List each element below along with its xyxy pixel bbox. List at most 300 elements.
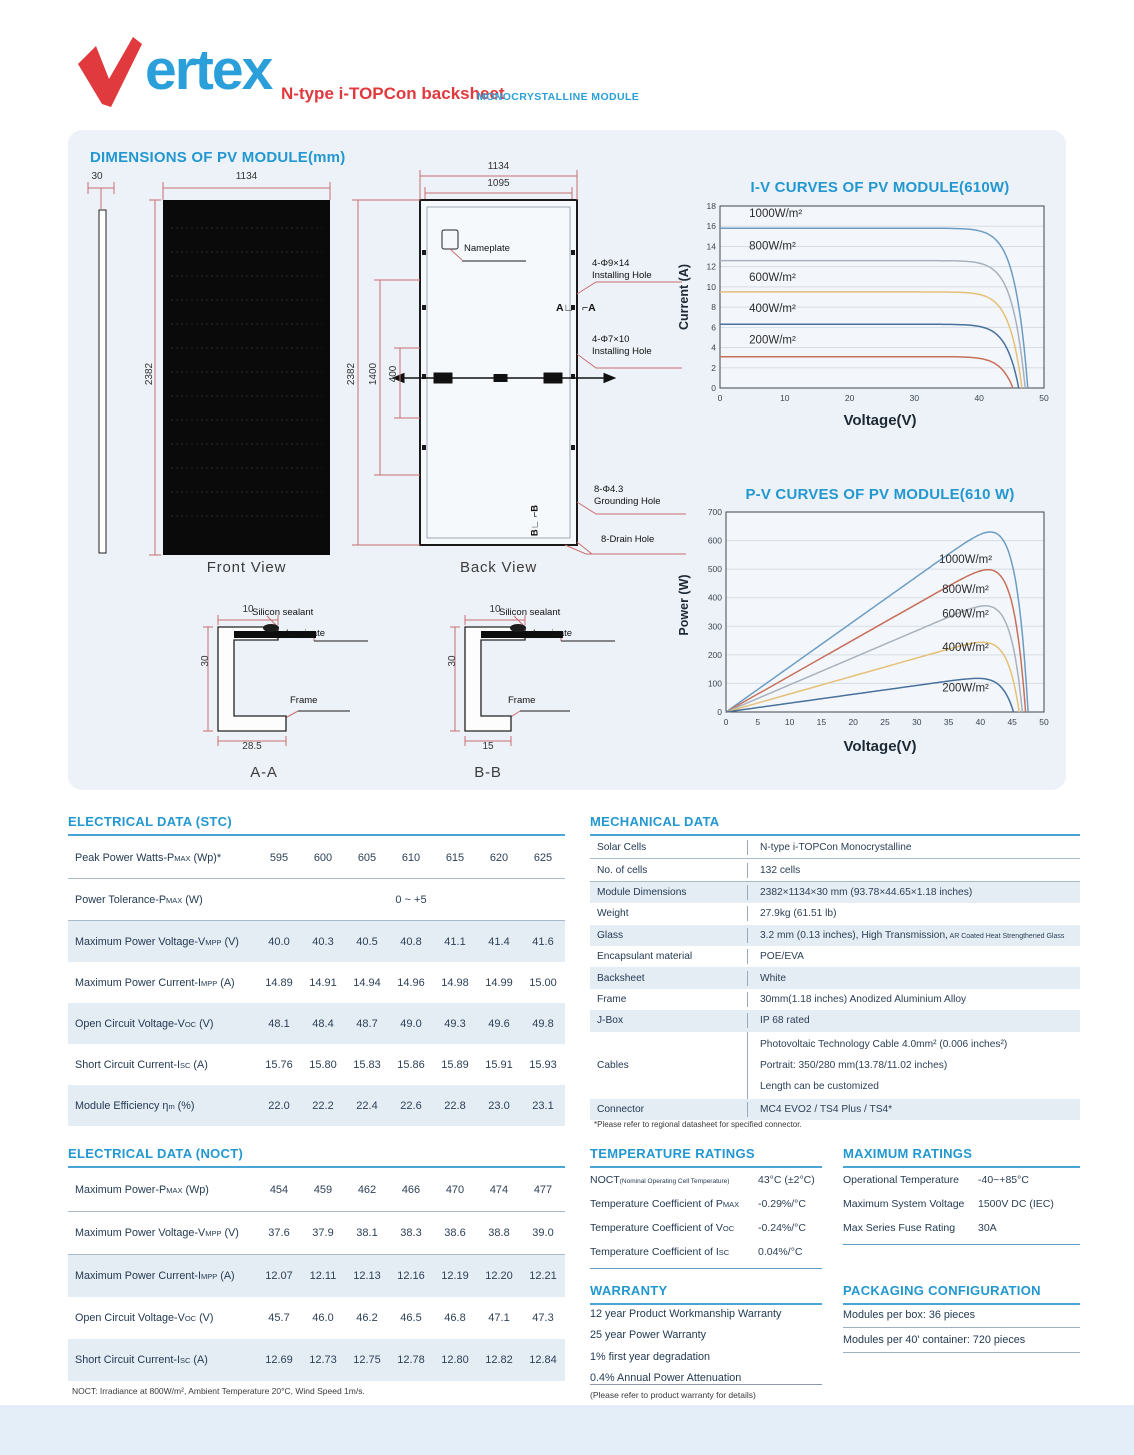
warranty-section-title: WARRANTY xyxy=(590,1283,822,1305)
dimension-drawings xyxy=(68,130,713,790)
packaging-item: Modules per 40' container: 720 pieces xyxy=(843,1328,1080,1353)
spec-label xyxy=(590,1246,758,1258)
spec-row xyxy=(590,1216,822,1240)
mech-value xyxy=(747,863,1080,878)
value-cell: 12.78 xyxy=(397,1354,425,1366)
elec-row xyxy=(68,837,565,879)
spec-label xyxy=(590,1174,758,1186)
warranty-item: 1% first year degradation xyxy=(590,1350,711,1363)
subsc: MPP xyxy=(201,1272,218,1281)
subsc: SC xyxy=(718,1248,730,1257)
value-cell: 474 xyxy=(489,1184,509,1196)
value-cell: 45.7 xyxy=(268,1312,290,1324)
label-post: (A) xyxy=(217,1270,235,1282)
section-mark-b: B∟ ⌐B xyxy=(529,504,541,537)
label-post: (Wp)* xyxy=(190,851,222,864)
label-post: (V) xyxy=(221,935,239,948)
label-pre: Maximum Power Current-I xyxy=(75,1270,201,1282)
svg-text:16: 16 xyxy=(706,221,716,232)
mech-value xyxy=(747,1102,1080,1117)
subsc: MAX xyxy=(166,895,183,905)
spec-value: 0.04%/°C xyxy=(758,1246,803,1258)
spec-label xyxy=(590,1198,758,1210)
row-label xyxy=(68,1018,257,1030)
warranty-item: 25 year Power Warranty xyxy=(590,1329,707,1342)
label-post: (A) xyxy=(190,1058,208,1071)
mech-value-text: White xyxy=(760,972,787,984)
mech-value xyxy=(747,1032,1080,1099)
value-cell: 40.5 xyxy=(356,935,378,948)
value-cell: 459 xyxy=(313,1184,333,1196)
label-pre: Temperature Coefficient of P xyxy=(590,1198,723,1210)
mech-row xyxy=(590,946,1080,967)
value-cell: 15.93 xyxy=(529,1058,557,1071)
mechanical-table xyxy=(590,837,1080,1120)
value-cell: 39.0 xyxy=(532,1227,554,1239)
aa-sealant-label: Silicon sealant xyxy=(252,607,314,618)
elec-row xyxy=(68,1044,565,1085)
label-post: (V) xyxy=(221,1227,239,1239)
subsc: SC xyxy=(180,1356,191,1365)
value-cell: 22.2 xyxy=(312,1099,334,1112)
maximum-section-title: MAXIMUM RATINGS xyxy=(843,1146,1080,1168)
mech-value-text: N-type i-TOPCon Monocrystalline xyxy=(760,842,912,854)
value-cell: 15.89 xyxy=(441,1058,469,1071)
value-cell: 454 xyxy=(269,1184,289,1196)
label-pre: Open Circuit Voltage-V xyxy=(75,1017,185,1030)
vertex-logo xyxy=(76,34,271,108)
value-cell: 38.6 xyxy=(444,1227,466,1239)
mech-value xyxy=(747,928,1080,943)
value-cell: 41.4 xyxy=(488,935,510,948)
spec-label xyxy=(843,1198,978,1210)
mech-row xyxy=(590,1032,1080,1099)
value-cell: 40.3 xyxy=(312,935,334,948)
value-cell: 38.3 xyxy=(400,1227,422,1239)
value-cell: 14.99 xyxy=(485,976,513,989)
row-label xyxy=(68,977,257,989)
value-cell: 23.1 xyxy=(532,1099,554,1112)
label-pre: Short Circuit Current-I xyxy=(75,1058,180,1071)
mech-label: Solar Cells xyxy=(597,842,647,854)
value-cell: 610 xyxy=(401,851,421,864)
label-post: (%) xyxy=(174,1099,195,1112)
footer-band xyxy=(0,1405,1134,1455)
elec-row xyxy=(68,1255,565,1297)
value-cell: 14.94 xyxy=(353,976,381,989)
front-view-caption: Front View xyxy=(206,559,287,576)
dim-back-width-inner: 1095 xyxy=(487,178,510,189)
dim-front-width: 1134 xyxy=(235,171,258,182)
value-cell: 470 xyxy=(445,1184,465,1196)
mech-label: Glass xyxy=(597,929,624,941)
mech-label: Encapsulant material xyxy=(597,951,693,963)
spec-value: -0.29%/°C xyxy=(758,1198,806,1210)
mech-value-line: Length can be customized xyxy=(760,1080,879,1092)
series-label: 400W/m² xyxy=(942,642,989,655)
noct-section-title: ELECTRICAL DATA (NOCT) xyxy=(68,1146,565,1168)
vertex-check-icon xyxy=(76,34,142,108)
label-pre: Module Efficiency η xyxy=(75,1099,169,1112)
subsc: MAX xyxy=(174,853,191,863)
value-cell: 49.3 xyxy=(444,1017,466,1030)
svg-text:600: 600 xyxy=(707,535,722,546)
label-pre: Power Tolerance-P xyxy=(75,893,167,906)
dim-side-thickness: 30 xyxy=(91,171,103,182)
value-cell: 12.82 xyxy=(485,1354,513,1366)
value-cell: 38.8 xyxy=(488,1227,510,1239)
stc-table xyxy=(68,837,565,1126)
pv-chart-title: P-V CURVES OF PV MODULE(610 W) xyxy=(745,486,1015,503)
value-cell: 12.19 xyxy=(441,1270,469,1282)
row-label xyxy=(68,936,257,948)
svg-text:18: 18 xyxy=(706,201,716,211)
iv-x-axis-label: Voltage(V) xyxy=(843,412,917,429)
aa-frame-label: Frame xyxy=(290,695,318,706)
svg-text:30: 30 xyxy=(909,393,920,403)
subsc: OC xyxy=(722,1224,735,1233)
aa-caption: A-A xyxy=(250,764,278,781)
svg-text:400: 400 xyxy=(707,592,722,603)
svg-text:10: 10 xyxy=(706,281,716,292)
msmall: AR Coated Heat Strengthened Glass xyxy=(947,932,1065,940)
elec-row xyxy=(68,1003,565,1044)
warranty-item: 12 year Product Workmanship Warranty xyxy=(590,1307,782,1320)
label-post: (W) xyxy=(182,893,203,906)
mech-label: Frame xyxy=(597,993,627,1005)
value-cell: 48.7 xyxy=(356,1017,378,1030)
dimensions-title: DIMENSIONS OF PV MODULE(mm) xyxy=(90,149,346,166)
subsc: MAX xyxy=(722,1200,740,1209)
bb-caption: B-B xyxy=(474,764,502,781)
back-view-caption: Back View xyxy=(460,559,537,576)
series-label: 200W/m² xyxy=(942,682,989,695)
label-pre: Short Circuit Current-I xyxy=(75,1354,180,1366)
mech-row xyxy=(590,859,1080,881)
elec-row xyxy=(68,921,565,962)
mech-row xyxy=(590,925,1080,946)
mech-value xyxy=(747,906,1080,921)
subsc: MPP xyxy=(205,1229,222,1238)
value-cell: 12.20 xyxy=(485,1270,513,1282)
value-cell: 12.11 xyxy=(309,1270,337,1282)
svg-text:50: 50 xyxy=(1039,393,1049,403)
bb-frame-label: Frame xyxy=(508,695,536,706)
logo-wordmark: ertex xyxy=(145,38,272,102)
spec-label xyxy=(843,1222,978,1234)
installing-hole-2-size: 4-Φ7×10 xyxy=(592,334,630,345)
iv-chart-title: I-V CURVES OF PV MODULE(610W) xyxy=(750,179,1010,196)
side-profile-bar xyxy=(99,210,106,553)
temperature-table xyxy=(590,1168,822,1269)
label-pre: Maximum System Voltage xyxy=(843,1198,965,1210)
svg-text:15: 15 xyxy=(816,717,827,727)
value-cell: 15.80 xyxy=(309,1058,337,1071)
packaging-section-title: PACKAGING CONFIGURATION xyxy=(843,1283,1080,1305)
value-cell: 47.1 xyxy=(488,1312,510,1324)
svg-text:8: 8 xyxy=(711,302,716,313)
value-cell: 12.13 xyxy=(353,1270,381,1282)
label-post: (A) xyxy=(190,1354,208,1366)
value-cell: 605 xyxy=(357,851,377,864)
aa-profile xyxy=(218,624,316,731)
value-cell: 48.4 xyxy=(312,1017,334,1030)
value-cell: 23.0 xyxy=(488,1099,510,1112)
spec-row xyxy=(843,1216,1080,1240)
value-cell: 46.0 xyxy=(312,1312,334,1324)
label-pre: Open Circuit Voltage-V xyxy=(75,1312,185,1324)
label-pre: Maximum Power Voltage-V xyxy=(75,1227,206,1239)
svg-text:20: 20 xyxy=(844,393,855,403)
stc-section-title: ELECTRICAL DATA (STC) xyxy=(68,814,565,836)
mech-value-text: IP 68 rated xyxy=(760,1015,810,1027)
pv-y-axis-label: Power (W) xyxy=(677,574,691,636)
temperature-section-title: TEMPERATURE RATINGS xyxy=(590,1146,822,1168)
value-cell: 40.8 xyxy=(400,935,422,948)
mech-value xyxy=(747,971,1080,986)
bb-dim-bottom: 15 xyxy=(482,741,494,752)
mech-value-text: 3.2 mm (0.13 inches), High Transmission, xyxy=(760,929,948,941)
elec-row xyxy=(68,962,565,1003)
mech-label: Cables xyxy=(597,1059,629,1071)
row-label xyxy=(68,1227,257,1239)
mech-label: Connector xyxy=(597,1103,645,1115)
mech-label: Module Dimensions xyxy=(597,886,687,898)
label-pre: Max Series Fuse Rating xyxy=(843,1222,956,1234)
value-cell: 12.69 xyxy=(265,1354,293,1366)
svg-text:0: 0 xyxy=(711,383,716,393)
value-cell: 477 xyxy=(533,1184,553,1196)
row-label xyxy=(68,1184,257,1196)
svg-text:40: 40 xyxy=(974,393,984,403)
mech-row xyxy=(590,1010,1080,1031)
value-cell: 14.98 xyxy=(441,976,469,989)
aa-laminate-label: Laminate xyxy=(286,628,326,639)
elec-row xyxy=(68,1297,565,1339)
maximum-table xyxy=(843,1168,1080,1245)
mech-label: Backsheet xyxy=(597,972,645,984)
value-cell: 22.4 xyxy=(356,1099,378,1112)
svg-text:4: 4 xyxy=(711,342,716,353)
aa-dim-bottom: 28.5 xyxy=(242,741,262,752)
series-label: 400W/m² xyxy=(749,303,796,316)
mech-value xyxy=(747,949,1080,964)
spec-row xyxy=(590,1192,822,1216)
mech-label: Weight xyxy=(597,908,629,920)
value-cell: 620 xyxy=(489,851,509,864)
drain-hole-label: 8-Drain Hole xyxy=(601,534,655,545)
subsc: m xyxy=(168,1101,175,1111)
dim-back-width-outer: 1134 xyxy=(487,161,510,172)
elec-row xyxy=(68,1169,565,1212)
dim-front-height: 2382 xyxy=(144,362,155,386)
section-mark-a-right: ⌐A xyxy=(582,302,596,314)
elec-row xyxy=(68,1085,565,1126)
warranty-footnote: (Please refer to product warranty for details) xyxy=(590,1390,756,1400)
mechanical-footnote: *Please refer to regional datasheet for specified connector. xyxy=(594,1120,802,1129)
value-cell: 14.89 xyxy=(265,976,293,989)
spec-value: 30A xyxy=(978,1222,997,1234)
series-label: 600W/m² xyxy=(942,608,989,621)
svg-text:10: 10 xyxy=(784,717,795,727)
elec-row xyxy=(68,1212,565,1255)
series-label: 200W/m² xyxy=(749,334,796,347)
label-pre: Temperature Coefficient of I xyxy=(590,1246,719,1258)
noct-table xyxy=(68,1169,565,1381)
svg-text:5: 5 xyxy=(755,717,761,727)
svg-text:50: 50 xyxy=(1039,717,1049,727)
packaging-list xyxy=(843,1303,1080,1353)
value-cell: 462 xyxy=(357,1184,377,1196)
series-label: 1000W/m² xyxy=(749,208,803,221)
svg-text:0: 0 xyxy=(717,393,723,403)
bb-dim-left: 30 xyxy=(447,655,458,667)
spec-value: -40~+85°C xyxy=(978,1174,1029,1186)
value-cell: 12.73 xyxy=(309,1354,337,1366)
row-label xyxy=(68,1312,257,1324)
series-label: 800W/m² xyxy=(749,240,796,253)
spec-value: -0.24%/°C xyxy=(758,1222,806,1234)
nameplate-box xyxy=(442,230,458,249)
warranty-item: 0.4% Annual Power Attenuation xyxy=(590,1372,742,1385)
svg-text:500: 500 xyxy=(707,564,722,575)
row-label xyxy=(68,852,257,864)
spec-row xyxy=(843,1192,1080,1216)
svg-text:30: 30 xyxy=(912,717,922,727)
warranty-divider xyxy=(590,1384,822,1385)
label-post: (Wp) xyxy=(182,1184,209,1196)
label-pre: Maximum Power-P xyxy=(75,1184,167,1196)
elec-row xyxy=(68,1339,565,1381)
label-pre: Operational Temperature xyxy=(843,1174,959,1186)
series-label: 1000W/m² xyxy=(939,553,993,566)
svg-text:0: 0 xyxy=(723,717,729,727)
value-cell: 37.6 xyxy=(268,1227,290,1239)
value-cell: 12.84 xyxy=(529,1354,557,1366)
mech-value-line: Portrait: 350/280 mm(13.78/11.02 inches) xyxy=(760,1059,948,1071)
mech-label: No. of cells xyxy=(597,864,648,876)
value-cell: 12.16 xyxy=(397,1270,425,1282)
subsc: OC xyxy=(184,1314,197,1323)
value-cell: 595 xyxy=(269,851,289,864)
value-cell: 615 xyxy=(445,851,465,864)
dim-back-height-inner: 400 xyxy=(388,365,399,383)
value-cell: 625 xyxy=(533,851,553,864)
installing-hole-1-size: 4-Φ9×14 xyxy=(592,258,630,269)
value-cell: 466 xyxy=(401,1184,421,1196)
spec-row xyxy=(590,1168,822,1192)
value-cell: 49.6 xyxy=(488,1017,510,1030)
svg-text:6: 6 xyxy=(711,322,716,333)
label-pre: Temperature Coefficient of V xyxy=(590,1222,723,1234)
mech-row xyxy=(590,989,1080,1010)
mech-value xyxy=(747,992,1080,1007)
svg-text:300: 300 xyxy=(707,621,722,632)
label-post: (V) xyxy=(196,1017,214,1030)
value-cell: 15.86 xyxy=(397,1058,425,1071)
svg-text:0: 0 xyxy=(717,707,722,717)
series-label: 800W/m² xyxy=(942,584,989,597)
mech-label: J-Box xyxy=(597,1015,624,1027)
value-cell: 47.3 xyxy=(532,1312,554,1324)
installing-hole-2-label: Installing Hole xyxy=(592,346,652,357)
mech-value-text: MC4 EVO2 / TS4 Plus / TS4* xyxy=(760,1103,893,1115)
dim-back-height-mid: 1400 xyxy=(368,362,379,386)
mech-value-text: 2382×1134×30 mm (93.78×44.65×1.18 inches) xyxy=(760,886,973,898)
value-cell: 41.6 xyxy=(532,935,554,948)
mech-row xyxy=(590,903,1080,924)
spec-row xyxy=(843,1168,1080,1192)
svg-text:700: 700 xyxy=(707,507,722,517)
mech-row xyxy=(590,967,1080,988)
bb-laminate-label: Laminate xyxy=(533,628,573,639)
value-cell: 40.0 xyxy=(268,935,290,948)
mech-value-text: 27.9kg (61.51 lb) xyxy=(760,908,837,920)
value-cell: 12.07 xyxy=(265,1270,293,1282)
value-cell: 22.0 xyxy=(268,1099,290,1112)
front-module-face xyxy=(163,200,330,555)
value-cell: 12.21 xyxy=(529,1270,557,1282)
installing-hole-1-label: Installing Hole xyxy=(592,270,652,281)
label-pre: Maximum Power Voltage-V xyxy=(75,935,206,948)
value-cell: 22.8 xyxy=(444,1099,466,1112)
row-label xyxy=(68,1059,257,1071)
ksmall: (Nominal Operating Cell Temperature) xyxy=(619,1178,730,1185)
value-cell: 15.76 xyxy=(265,1058,293,1071)
spec-label xyxy=(590,1222,758,1234)
section-mark-a-left: A∟ xyxy=(556,302,574,314)
value-cell: 15.00 xyxy=(529,976,557,989)
subsc: MAX xyxy=(166,1186,183,1195)
label-pre: Peak Power Watts-P xyxy=(75,851,175,864)
value-cell: 15.91 xyxy=(485,1058,513,1071)
mech-row xyxy=(590,882,1080,903)
value-cell: 14.91 xyxy=(309,976,337,989)
label-pre: NOCT xyxy=(590,1174,620,1186)
label-pre: Maximum Power Current-I xyxy=(75,976,201,989)
grounding-hole-size: 8-Φ4.3 xyxy=(594,484,624,495)
pv-x-axis-label: Voltage(V) xyxy=(843,738,917,755)
value-cell: 49.8 xyxy=(532,1017,554,1030)
spec-value: 43°C (±2°C) xyxy=(758,1174,815,1186)
spec-value: 1500V DC (IEC) xyxy=(978,1198,1054,1210)
label-post: (V) xyxy=(196,1312,214,1324)
mech-value-text: POE/EVA xyxy=(760,951,804,963)
mech-value xyxy=(747,840,1080,855)
value-cell: 37.9 xyxy=(312,1227,334,1239)
noct-footnote: NOCT: Irradiance at 800W/m², Ambient Temperature 20°C, Wind Speed 1m/s. xyxy=(72,1386,365,1396)
mech-value-text: 30mm(1.18 inches) Anodized Aluminium Alloy xyxy=(760,993,967,1005)
module-type-label: MONOCRYSTALLINE MODULE xyxy=(477,91,640,103)
bb-sealant-label: Silicon sealant xyxy=(499,607,561,618)
svg-text:35: 35 xyxy=(943,717,954,727)
value-cell: 41.1 xyxy=(444,935,466,948)
mech-value xyxy=(747,1013,1080,1028)
dim-back-height-outer: 2382 xyxy=(346,362,357,386)
value-cell: 46.5 xyxy=(400,1312,422,1324)
aa-dim-left: 30 xyxy=(200,655,211,667)
product-subtitle: N-type i-TOPCon backsheet xyxy=(281,84,505,103)
svg-text:14: 14 xyxy=(706,241,716,252)
svg-text:40: 40 xyxy=(975,717,986,727)
svg-text:200: 200 xyxy=(707,649,722,660)
mech-value-text: 132 cells xyxy=(760,864,801,876)
subsc: MPP xyxy=(205,937,222,947)
mech-value xyxy=(747,885,1080,900)
iv-y-axis-label: Current (A) xyxy=(677,264,691,330)
subsc: OC xyxy=(184,1019,197,1029)
spec-row xyxy=(590,1240,822,1264)
